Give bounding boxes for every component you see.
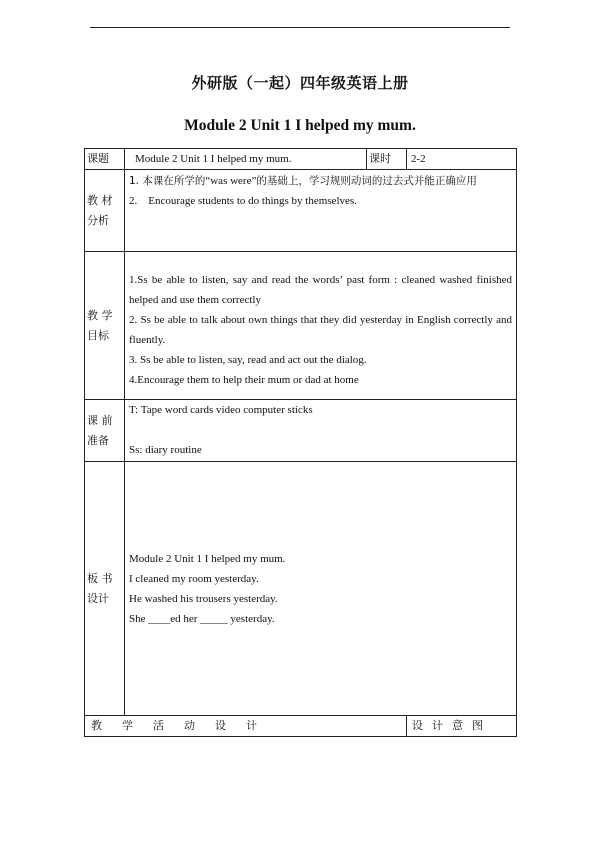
objective-item-3: 3. Ss be able to listen, say, read and act out the dialog. [129, 353, 367, 366]
preparation-label-line-2: 准备 [87, 433, 109, 447]
board-line-2: I cleaned my room yesterday. [129, 572, 259, 585]
analysis-line-1-suffix: 的基础上，学习规则动词的过去式并能正确应用 [256, 175, 477, 187]
activity-char-6: 计 [246, 719, 257, 732]
page-title: 外研版（一起）四年级英语上册 [191, 74, 409, 92]
topic-value: Module 2 Unit 1 I helped my mum. [125, 149, 367, 170]
objectives-content [125, 252, 517, 400]
preparation-row [85, 400, 517, 462]
objective-item-1: 1.Ss be able to listen, say and read the words’ past form : cleaned washed finished helped and use them correctly [129, 273, 512, 306]
board-label [85, 462, 125, 716]
objectives-row [85, 252, 517, 400]
analysis-content [125, 170, 517, 252]
intent-char-2: 计 [432, 719, 443, 732]
analysis-label-line-2: 分析 [87, 213, 109, 227]
board-content [125, 462, 517, 716]
analysis-line-2: 2. Encourage students to do things by themselves. [129, 195, 357, 207]
objectives-label-line-1: 教 学 [87, 308, 113, 322]
objective-item-4: 4.Encourage them to help their mum or dad at home [129, 373, 359, 386]
board-row [85, 462, 517, 716]
activity-char-1: 教 [91, 719, 102, 732]
activity-char-4: 动 [184, 719, 195, 732]
activity-header-row [85, 716, 517, 737]
analysis-line-1 [129, 171, 512, 191]
board-label-line-2: 设计 [87, 591, 109, 605]
preparation-content [125, 400, 517, 462]
activity-char-3: 活 [153, 719, 164, 732]
intent-char-3: 意 [452, 719, 463, 732]
analysis-row [85, 170, 517, 252]
analysis-line-1-quote: “was were” [205, 175, 257, 187]
board-line-4: She ____ed her _____ yesterday. [129, 612, 275, 625]
activity-char-2: 学 [122, 719, 133, 732]
activity-design-header [85, 716, 407, 737]
analysis-label-line-1: 教 材 [87, 193, 113, 207]
period-value: 2-2 [407, 149, 517, 170]
board-line-3: He washed his trousers yesterday. [129, 592, 278, 605]
objective-item-2: 2. Ss be able to talk about own things that they did yesterday in English correctly and fluently. [129, 313, 512, 346]
intent-char-4: 图 [472, 719, 483, 732]
activity-char-5: 设 [215, 719, 226, 732]
preparation-teacher: T: Tape word cards video computer sticks [129, 404, 313, 416]
design-intent-header [407, 716, 517, 737]
analysis-line-1-prefix: 1. 本课在所学的 [129, 175, 206, 187]
board-label-line-1: 板 书 [87, 571, 113, 585]
preparation-students: Ss: diary routine [129, 444, 202, 456]
intent-char-1: 设 [412, 719, 423, 732]
period-label: 课时 [367, 149, 407, 170]
lesson-plan-table [84, 148, 517, 737]
board-line-1: Module 2 Unit 1 I helped my mum. [129, 552, 286, 565]
header-rule [90, 27, 510, 28]
lesson-title: Module 2 Unit 1 I helped my mum. [184, 117, 416, 134]
analysis-label [85, 170, 125, 252]
topic-label: 课题 [85, 149, 125, 170]
preparation-label-line-1: 课 前 [87, 413, 113, 427]
topic-row [85, 149, 517, 170]
objectives-label-line-2: 目标 [87, 328, 109, 342]
objectives-label [85, 252, 125, 400]
preparation-label [85, 400, 125, 462]
